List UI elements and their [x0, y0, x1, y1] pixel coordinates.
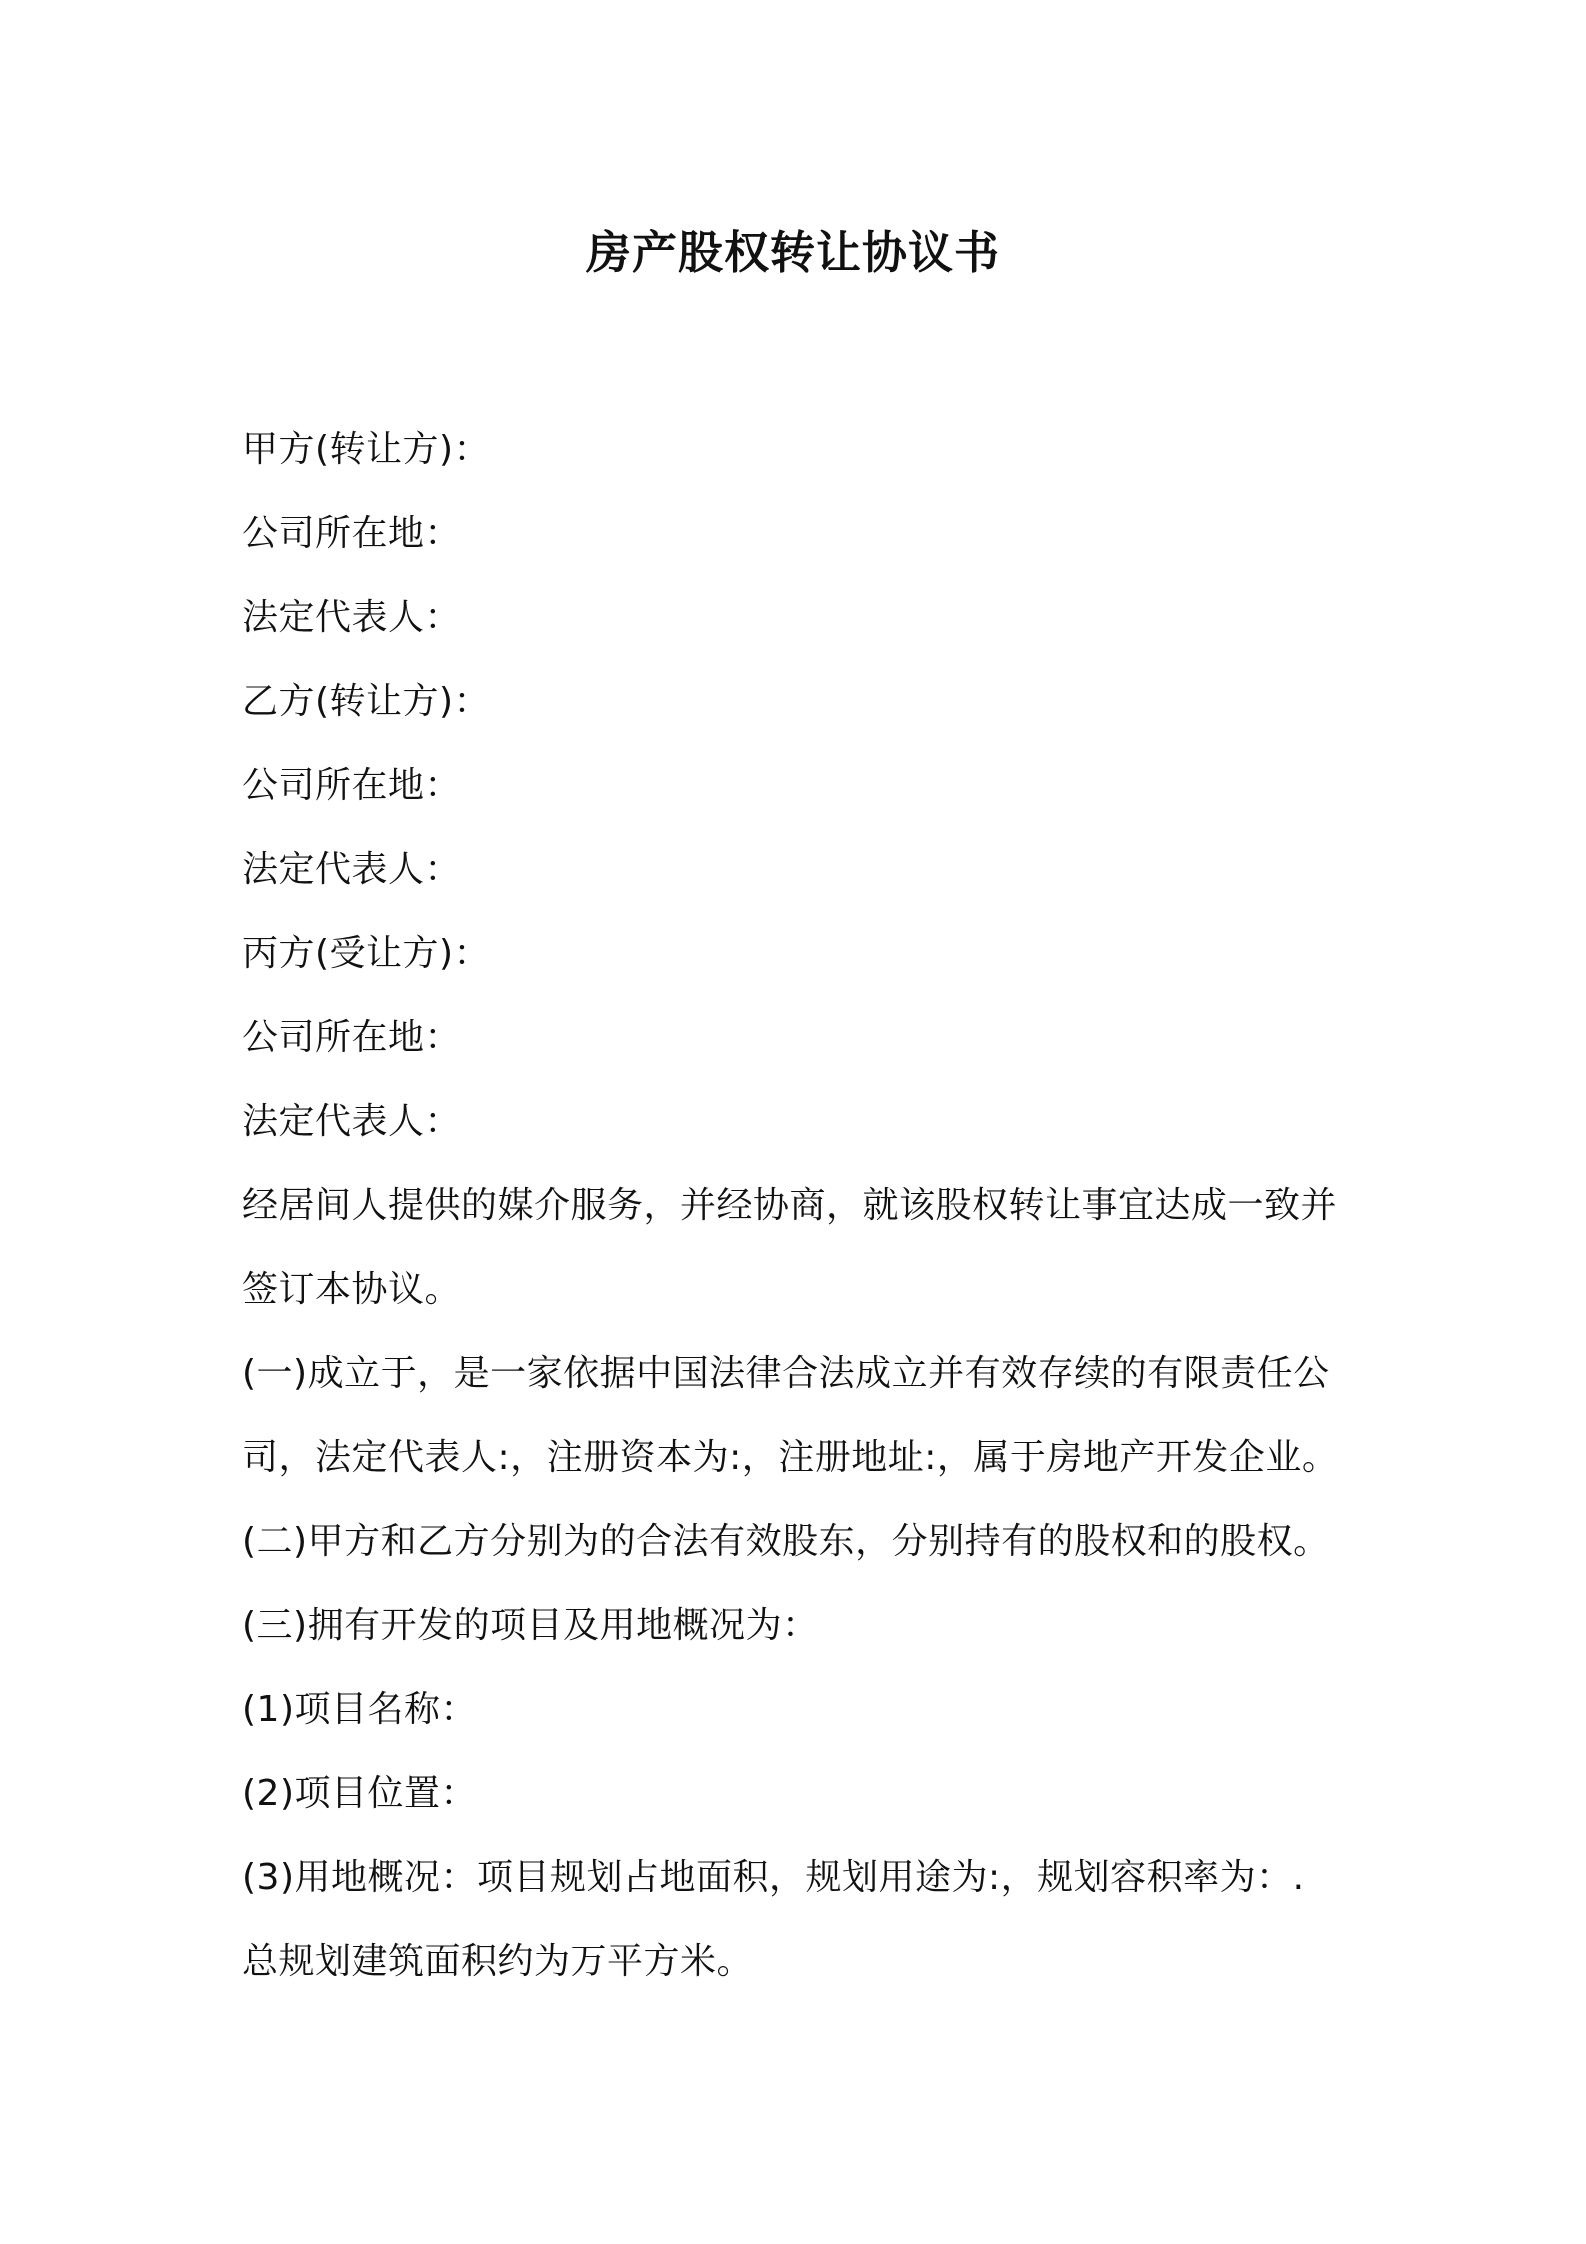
party-b-address-line: 公司所在地： [242, 765, 462, 806]
party-b-line: 乙方(转让方)： [242, 681, 491, 722]
document-body [242, 408, 1382, 2004]
project-name-line: (1)项目名称： [242, 1689, 477, 1730]
project-location-line: (2)项目位置： [242, 1773, 477, 1814]
preamble-line: 经居间人提供的媒介服务，并经协商，就该股权转让事宜达成一致并 [242, 1185, 1338, 1226]
party-b-representative-line: 法定代表人： [242, 849, 462, 890]
party-c-line: 丙方(受让方)： [242, 933, 491, 974]
clause-one-line: 司，法定代表人:，注册资本为:，注册地址:，属于房地产开发企业。 [242, 1437, 1339, 1478]
party-a-line: 甲方(转让方)： [242, 429, 491, 470]
clause-one-line: (一)成立于，是一家依据中国法律合法成立并有效存续的有限责任公 [242, 1353, 1330, 1394]
clause-three-line: (三)拥有开发的项目及用地概况为： [242, 1605, 819, 1646]
land-overview-line: 总规划建筑面积约为万平方米。 [242, 1941, 754, 1982]
party-c-address-line: 公司所在地： [242, 1017, 462, 1058]
preamble-line: 签订本协议。 [242, 1269, 462, 1310]
document-title: 房产股权转让协议书 [585, 226, 1000, 279]
party-a-address-line: 公司所在地： [242, 513, 462, 554]
land-overview-line: (3)用地概况：项目规划占地面积，规划用途为:，规划容积率为：. [242, 1857, 1305, 1898]
party-c-representative-line: 法定代表人： [242, 1101, 462, 1142]
clause-two-line: (二)甲方和乙方分别为的合法有效股东，分别持有的股权和的股权。 [242, 1521, 1330, 1562]
party-a-representative-line: 法定代表人： [242, 597, 462, 638]
